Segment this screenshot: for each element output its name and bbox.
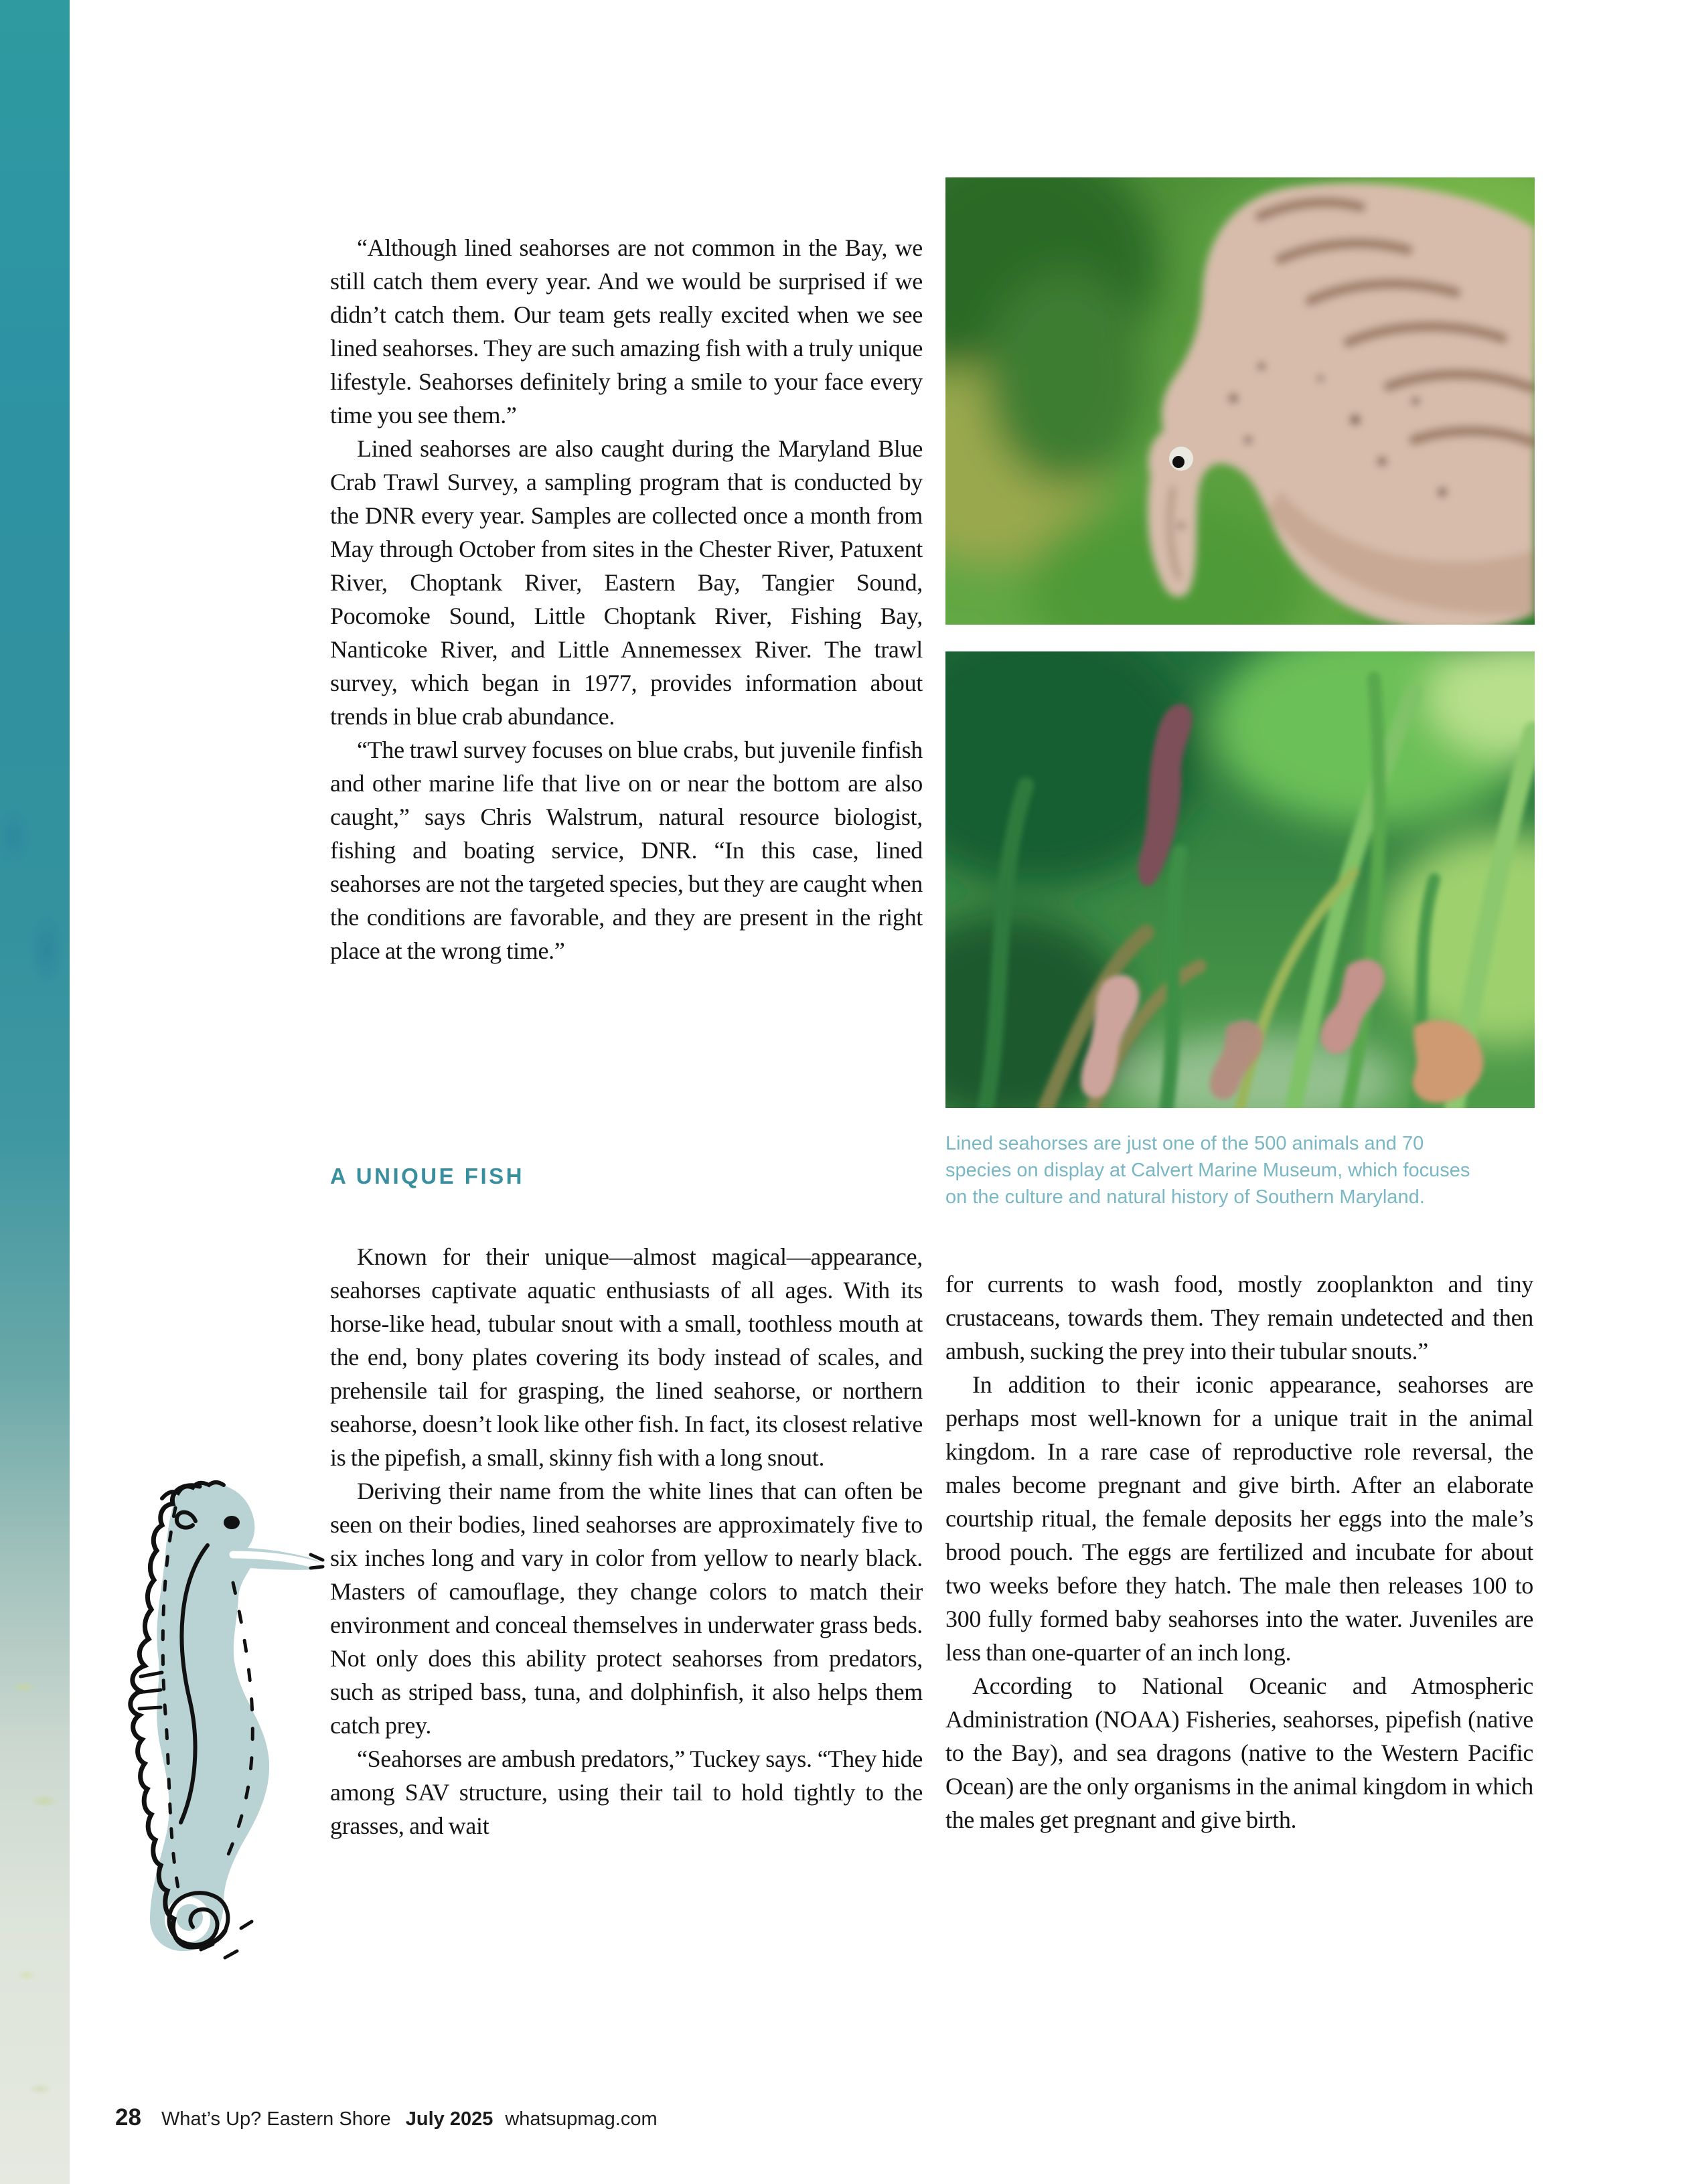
issue-date: July 2025 [405,2108,493,2130]
magazine-name: What’s Up? Eastern Shore [161,2108,391,2130]
seahorses-grass-art [945,651,1535,1108]
photo-seahorses-grass [945,651,1535,1108]
seahorse-illustration [100,1481,328,1980]
paragraph-chris-walstrum: “The trawl survey focuses on blue crabs, but juvenile finfish and other marine life that live on or near the bottom are also caught,” says Chris Walstrum, natural resource biologist, fishing and boating service, DNR. “In this case, lined seahorses are not the targeted species, but they are caught when the conditions are favorable, and they are present in the right place at the wrong time.” [330,736,923,964]
paragraph-although-lined: “Although lined seahorses are not common in the Bay, we still catch them every year. And we would be surprised if we didn’t catch them. Our team gets really excited when we see lined seahorses. They are such amazing fish with a truly unique lifestyle. Seahorses definitely bring a smile to your face every time you see them.” [330,234,923,428]
paragraph-for-currents: for currents to wash food, mostly zooplankton and tiny crustaceans, towards them. They remain undetected and then ambush, sucking the prey into their tubular snouts.” [945,1271,1533,1364]
section-heading-a-unique-fish: A UNIQUE FISH [330,1164,524,1188]
unique-fish-text-column [330,1240,923,1843]
paragraph-trawl-survey: Lined seahorses are also caught during the Maryland Blue Crab Trawl Survey, a sampling program that is conducted by the DNR every year. Samples are collected once a month from May through October from sites in the Chester River, Patuxent River, Choptank River, Eastern Bay, Tangier Sound, Pocomoke Sound, Little Choptank River, Fishing Bay, Nanticoke River, and Little Annemessex River. The trawl survey, which began in 1977, provides information about trends in blue crab abundance. [330,435,923,730]
page-footer [115,2104,658,2131]
photo-seahorse-closeup [945,177,1535,625]
caption-line-1: Lined seahorses are just one of the 500 animals and 70 [945,1133,1424,1154]
paragraph-known-for: Known for their unique—almost magical—appearance, seahorses captivate aquatic enthusiasts of all ages. With its horse-like head, tubular snout with a small, toothless mouth at the end, bony plates covering its body instead of scales, and prehensile tail for grasping, the lined seahorse, or northern seahorse, doesn’t look like other fish. In fact, its closest relative is the pipefish, a small, skinny fish with a long snout. [330,1243,923,1471]
paragraph-ambush-predators: “Seahorses are ambush predators,” Tuckey says. “They hide among SAV structure, using their tail to hold tightly to the grasses, and wait [330,1745,923,1839]
paragraph-deriving-name: Deriving their name from the white lines that can often be seen on their bodies, lined seahorses are approximately five to six inches long and vary in color from yellow to nearly black. Masters of camouflage, they change colors to match their environment and conceal themselves in underwater grass beds. Not only does this ability protect seahorses from predators, such as striped bass, tuna, and dolphinfish, it also helps them catch prey. [330,1478,923,1739]
photo-caption [945,1130,1533,1211]
seahorse-closeup-art [945,177,1535,625]
right-text-column [945,1267,1533,1837]
website-text: whatsupmag.com [505,2108,658,2130]
caption-line-2: species on display at Calvert Marine Museum, which focuses [945,1160,1470,1181]
watercolor-edge-strip [0,0,70,2184]
paragraph-role-reversal: In addition to their iconic appearance, seahorses are perhaps most well-known for a unique trait in the animal kingdom. In a rare case of reproductive role reversal, the males become pregnant and give birth. After an elaborate courtship ritual, the female deposits her eggs into the male’s brood pouch. The eggs are fertilized and incubate for about two weeks before they hatch. The male then releases 100 to 300 fully formed baby seahorses into the water. Juveniles are less than one-quarter of an inch long. [945,1371,1533,1666]
seahorse-drawing [100,1481,328,1980]
caption-line-3: on the culture and natural history of Southern Maryland. [945,1186,1425,1208]
paragraph-noaa: According to National Oceanic and Atmospheric Administration (NOAA) Fisheries, seahorses, pipefish (native to the Bay), and sea dragons (native to the Western Pacific Ocean) are the only organisms in the animal kingdom in which the males get pregnant and give birth. [945,1672,1533,1833]
page-number: 28 [115,2104,141,2130]
intro-text-column [330,231,923,967]
